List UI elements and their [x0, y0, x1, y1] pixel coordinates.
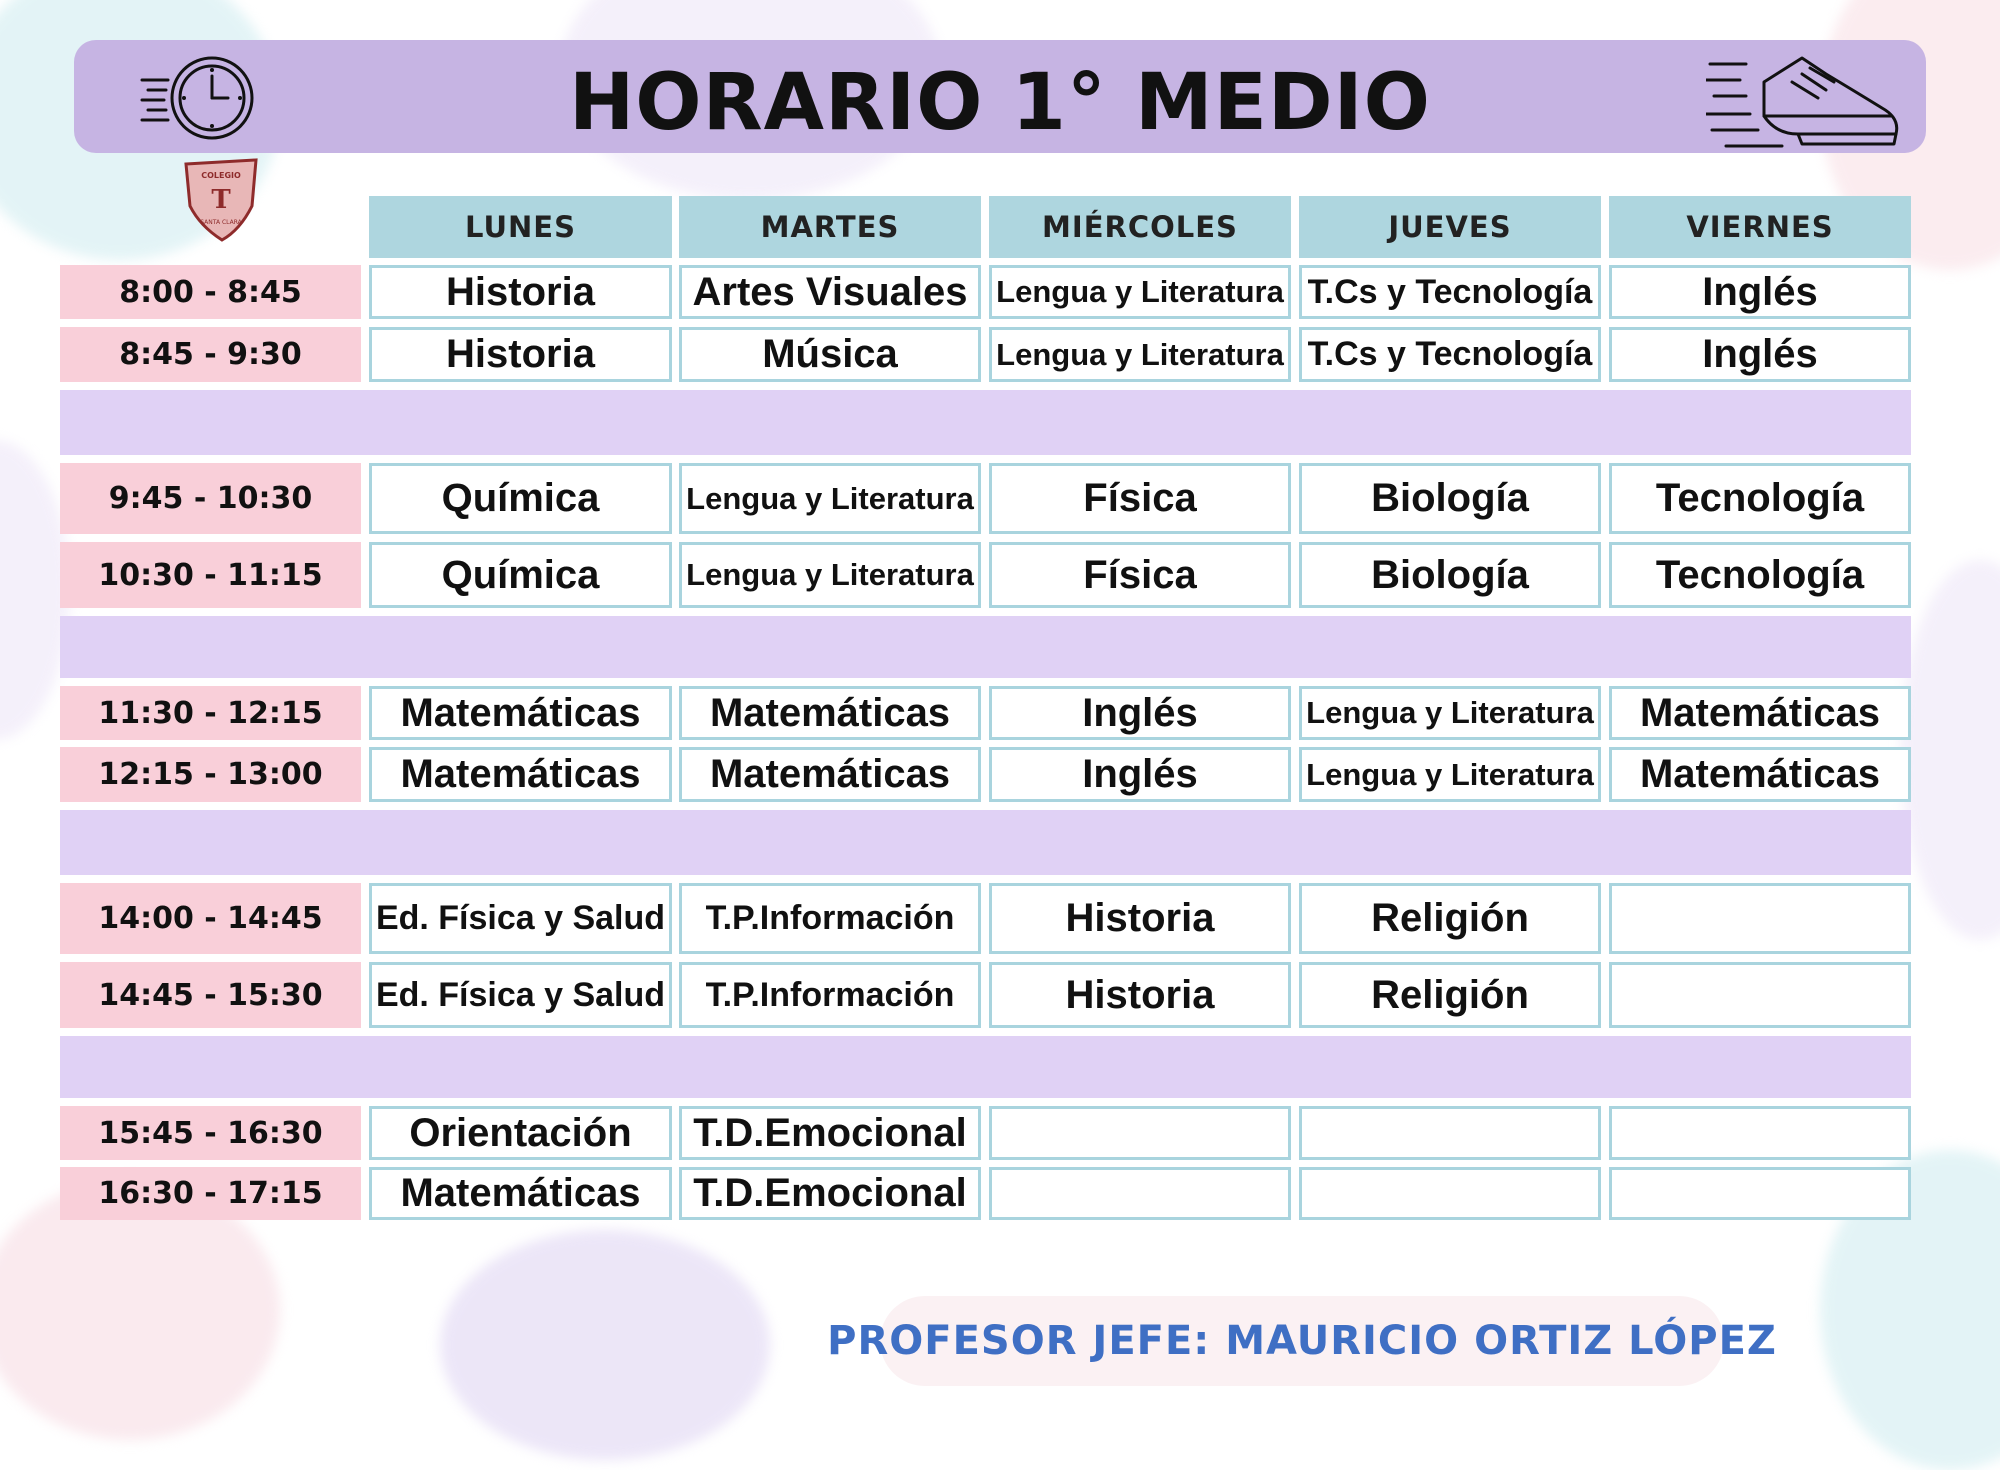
class-cell: Matemáticas [369, 686, 672, 740]
class-cell: Inglés [1609, 265, 1911, 319]
class-cell: Música [679, 327, 981, 382]
title-banner [74, 40, 1926, 153]
time-slot: 10:30 - 11:15 [60, 542, 361, 608]
break-row [60, 810, 1911, 875]
class-cell: Tecnología [1609, 463, 1911, 534]
class-cell [989, 1167, 1291, 1220]
class-cell: Química [369, 542, 672, 608]
time-slot: 15:45 - 16:30 [60, 1106, 361, 1160]
homeroom-teacher-label: PROFESOR JEFE: MAURICIO ORTIZ LÓPEZ [880, 1296, 1724, 1386]
day-header-lunes: LUNES [369, 196, 672, 258]
class-cell: Matemáticas [679, 747, 981, 802]
class-cell: Lengua y Literatura [1299, 686, 1601, 740]
class-cell: T.D.Emocional [679, 1167, 981, 1220]
time-slot: 8:45 - 9:30 [60, 327, 361, 382]
class-cell: Biología [1299, 542, 1601, 608]
class-cell: Química [369, 463, 672, 534]
class-cell [1609, 883, 1911, 954]
class-cell: Matemáticas [1609, 686, 1911, 740]
class-cell: Ed. Física y Salud [369, 962, 672, 1028]
time-slot: 14:00 - 14:45 [60, 883, 361, 954]
class-cell: Historia [369, 265, 672, 319]
class-cell: Lengua y Literatura [989, 327, 1291, 382]
time-slot: 9:45 - 10:30 [60, 463, 361, 534]
class-cell: Matemáticas [1609, 747, 1911, 802]
class-cell: Orientación [369, 1106, 672, 1160]
logo-initial: T [211, 185, 231, 215]
class-cell: Matemáticas [369, 747, 672, 802]
clock-icon [140, 50, 260, 146]
class-cell: Biología [1299, 463, 1601, 534]
break-row [60, 616, 1911, 678]
break-row [60, 390, 1911, 455]
day-header-viernes: VIERNES [1609, 196, 1911, 258]
time-slot: 12:15 - 13:00 [60, 747, 361, 802]
sneaker-icon [1706, 52, 1906, 152]
class-cell: Historia [989, 883, 1291, 954]
class-cell: Artes Visuales [679, 265, 981, 319]
day-header-martes: MARTES [679, 196, 981, 258]
time-slot: 14:45 - 15:30 [60, 962, 361, 1028]
class-cell: T.Cs y Tecnología [1299, 327, 1601, 382]
bg-blob [440, 1230, 770, 1460]
day-header-miercoles: MIÉRCOLES [989, 196, 1291, 258]
class-cell [1299, 1167, 1601, 1220]
class-cell: Física [989, 463, 1291, 534]
school-logo [180, 156, 262, 242]
class-cell: Matemáticas [369, 1167, 672, 1220]
logo-text-bottom: SANTA CLARA [200, 219, 242, 226]
class-cell: Inglés [1609, 327, 1911, 382]
class-cell: Lengua y Literatura [679, 463, 981, 534]
class-cell: Historia [369, 327, 672, 382]
class-cell: Lengua y Literatura [679, 542, 981, 608]
class-cell [1609, 1106, 1911, 1160]
class-cell: T.P.Información [679, 962, 981, 1028]
class-cell [1609, 962, 1911, 1028]
day-header-jueves: JUEVES [1299, 196, 1601, 258]
class-cell: T.D.Emocional [679, 1106, 981, 1160]
class-cell: Lengua y Literatura [1299, 747, 1601, 802]
class-cell: T.Cs y Tecnología [1299, 265, 1601, 319]
page-title: HORARIO 1° MEDIO [569, 58, 1431, 148]
time-slot: 11:30 - 12:15 [60, 686, 361, 740]
time-slot: 8:00 - 8:45 [60, 265, 361, 319]
class-cell: Matemáticas [679, 686, 981, 740]
class-cell: Inglés [989, 747, 1291, 802]
break-row [60, 1036, 1911, 1098]
class-cell: Inglés [989, 686, 1291, 740]
class-cell: Lengua y Literatura [989, 265, 1291, 319]
time-slot: 16:30 - 17:15 [60, 1167, 361, 1220]
class-cell: Historia [989, 962, 1291, 1028]
class-cell: Tecnología [1609, 542, 1911, 608]
class-cell [1609, 1167, 1911, 1220]
class-cell: Religión [1299, 883, 1601, 954]
class-cell: Ed. Física y Salud [369, 883, 672, 954]
class-cell [1299, 1106, 1601, 1160]
logo-text-top: COLEGIO [201, 171, 241, 180]
class-cell [989, 1106, 1291, 1160]
class-cell: Religión [1299, 962, 1601, 1028]
bg-blob [1900, 560, 2000, 940]
class-cell: Física [989, 542, 1291, 608]
class-cell: T.P.Información [679, 883, 981, 954]
